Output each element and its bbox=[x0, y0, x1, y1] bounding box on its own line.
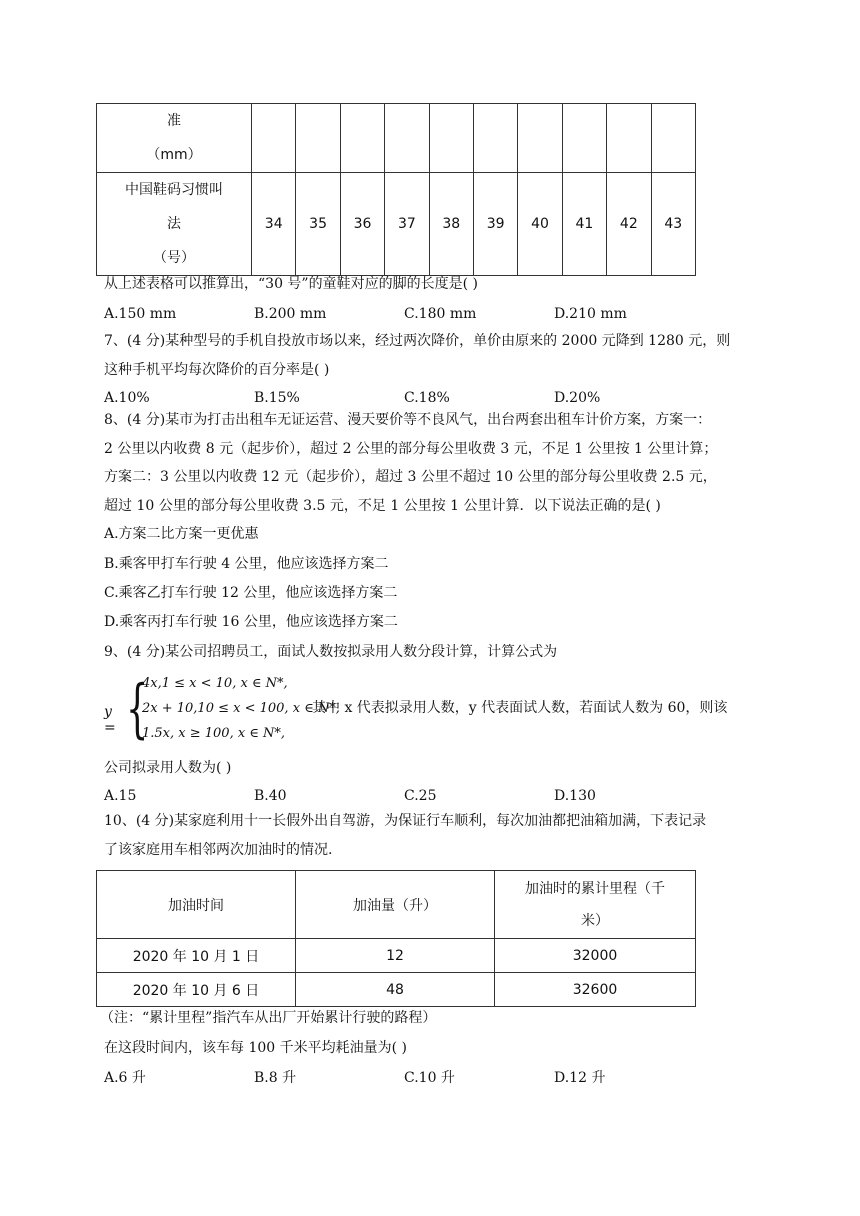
table-cell: 32000 bbox=[495, 939, 696, 973]
table-cell: 39 bbox=[473, 173, 517, 276]
table-cell bbox=[607, 104, 651, 173]
question-9-line2: 其中 x 代表拟录用人数，y 代表面试人数，若面试人数为 60，则该 bbox=[312, 700, 728, 716]
formula-y-equals: y = bbox=[104, 704, 116, 736]
table-row bbox=[97, 104, 696, 173]
q6-option-c: C.180 mm bbox=[404, 306, 477, 322]
table-cell: 32600 bbox=[495, 973, 696, 1007]
question-8-line4: 超过 10 公里的部分每公里收费 3.5 元，不足 1 公里按 1 公里计算．以下说法正确的是( ) bbox=[104, 498, 661, 514]
table-cell: 37 bbox=[385, 173, 429, 276]
question-10-line1: 10、(4 分)某家庭利用十一长假外出自驾游，为保证行车顺利，每次加油都把油箱加满，下表记录 bbox=[104, 813, 707, 829]
table-header-row bbox=[97, 871, 696, 939]
table-cell: 38 bbox=[429, 173, 473, 276]
column-header: 加油时间 bbox=[97, 871, 296, 939]
question-8-line1: 8、(4 分)某市为打击出租车无证运营、漫天要价等不良风气，出台两套出租车计价方案，方案一： bbox=[104, 412, 712, 428]
table-cell bbox=[340, 104, 384, 173]
header-text: 加油时的累计里程（千 bbox=[525, 880, 665, 897]
q6-option-b: B.200 mm bbox=[254, 306, 327, 322]
table-note: （注：“累计里程”指汽车从出厂开始累计行驶的路程） bbox=[100, 1010, 437, 1026]
q8-option-b: B.乘客甲打车行驶 4 公里，他应该选择方案二 bbox=[104, 556, 389, 572]
question-7-line1: 7、(4 分)某种型号的手机自投放市场以来，经过两次降价，单价由原来的 2000 元降到 1280 元，则 bbox=[104, 333, 731, 349]
table-cell: 48 bbox=[296, 973, 495, 1007]
table-cell: 43 bbox=[651, 173, 695, 276]
q8-option-d: D.乘客丙打车行驶 16 公里，他应该选择方案二 bbox=[104, 614, 398, 630]
question-6-stem: 从上述表格可以推算出，“30 号”的童鞋对应的脚的长度是( ) bbox=[104, 276, 478, 292]
header-text: 中国鞋码习惯叫 bbox=[125, 182, 223, 198]
q8-option-a: A.方案二比方案一更优惠 bbox=[104, 526, 259, 542]
question-10-line2: 了该家庭用车相邻两次加油时的情况. bbox=[104, 842, 333, 858]
header-text: （号） bbox=[153, 250, 195, 266]
q6-option-a: A.150 mm bbox=[104, 306, 177, 322]
question-8-line3: 方案二：3 公里以内收费 12 元（起步价），超过 3 公里不超过 10 公里的部分每公里收费 2.5 元， bbox=[104, 469, 717, 485]
column-header: 加油量（升） bbox=[296, 871, 495, 939]
table-row bbox=[97, 173, 696, 276]
table-cell: 12 bbox=[296, 939, 495, 973]
question-9-line3: 公司拟录用人数为( ) bbox=[104, 760, 232, 776]
q9-option-b: B.40 bbox=[254, 788, 287, 804]
refuel-table bbox=[96, 870, 696, 1007]
q10-option-b: B.8 升 bbox=[254, 1070, 297, 1086]
row-header-chinese-size bbox=[97, 173, 252, 276]
table-cell bbox=[385, 104, 429, 173]
table-cell: 2020 年 10 月 6 日 bbox=[97, 973, 296, 1007]
table-cell: 40 bbox=[518, 173, 562, 276]
left-brace: { bbox=[126, 672, 149, 746]
table-cell: 36 bbox=[340, 173, 384, 276]
formula-case-2: 2x + 10,10 ≤ x < 100, x ∈ N*, bbox=[142, 701, 340, 716]
shoe-size-table bbox=[96, 103, 696, 276]
column-header bbox=[495, 871, 696, 939]
table-cell: 42 bbox=[607, 173, 651, 276]
table-cell: 41 bbox=[562, 173, 606, 276]
q7-option-c: C.18% bbox=[404, 390, 450, 406]
q10-option-d: D.12 升 bbox=[554, 1070, 606, 1086]
header-text: 准 bbox=[167, 113, 181, 129]
table-cell bbox=[562, 104, 606, 173]
table-cell bbox=[651, 104, 695, 173]
table-cell bbox=[429, 104, 473, 173]
table-cell bbox=[518, 104, 562, 173]
q8-option-c: C.乘客乙打车行驶 12 公里，他应该选择方案二 bbox=[104, 585, 398, 601]
formula-case-1: 4x,1 ≤ x < 10, x ∈ N*, bbox=[142, 676, 288, 691]
formula-case-3: 1.5x, x ≥ 100, x ∈ N*, bbox=[142, 726, 286, 741]
table-cell bbox=[252, 104, 296, 173]
header-text: （mm） bbox=[146, 147, 202, 163]
table-row bbox=[97, 973, 696, 1007]
table-cell: 35 bbox=[296, 173, 340, 276]
row-header-standard bbox=[97, 104, 252, 173]
table-row bbox=[97, 939, 696, 973]
q7-option-d: D.20% bbox=[554, 390, 601, 406]
q9-option-c: C.25 bbox=[404, 788, 437, 804]
q10-option-a: A.6 升 bbox=[104, 1070, 146, 1086]
table-cell bbox=[473, 104, 517, 173]
q7-option-b: B.15% bbox=[254, 390, 300, 406]
table-cell: 2020 年 10 月 1 日 bbox=[97, 939, 296, 973]
q7-option-a: A.10% bbox=[104, 390, 150, 406]
q9-option-d: D.130 bbox=[554, 788, 596, 804]
question-9-line1: 9、(4 分)某公司招聘员工，面试人数按拟录用人数分段计算，计算公式为 bbox=[104, 644, 558, 660]
header-text: 米） bbox=[581, 912, 609, 929]
question-8-line2: 2 公里以内收费 8 元（起步价），超过 2 公里的部分每公里收费 3 元，不足 1 公里按 1 公里计算； bbox=[104, 441, 718, 457]
q10-option-c: C.10 升 bbox=[404, 1070, 455, 1086]
header-text: 法 bbox=[167, 216, 181, 232]
question-10-stem: 在这段时间内，该车每 100 千米平均耗油量为( ) bbox=[104, 1040, 407, 1056]
question-7-line2: 这种手机平均每次降价的百分率是( ) bbox=[104, 362, 330, 378]
table-cell bbox=[296, 104, 340, 173]
table-cell: 34 bbox=[252, 173, 296, 276]
q9-option-a: A.15 bbox=[104, 788, 137, 804]
q6-option-d: D.210 mm bbox=[554, 306, 627, 322]
